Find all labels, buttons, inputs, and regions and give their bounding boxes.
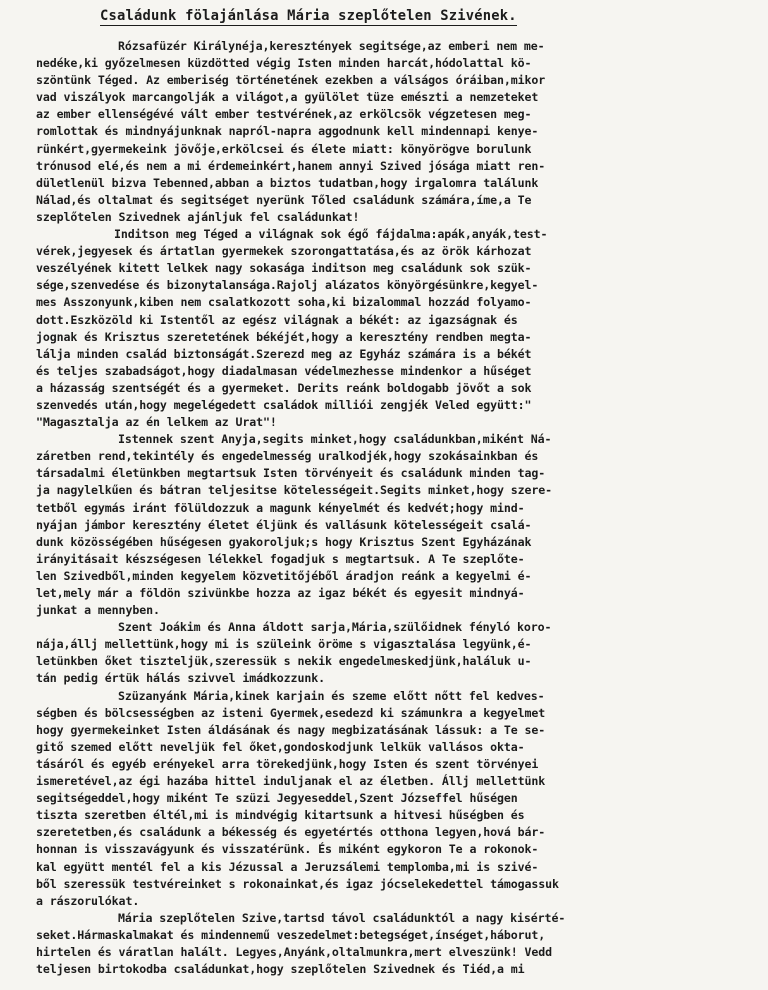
text-line: ből szeressük testvéreinket s rokonainkat,és igaz jócselekedettel támogassuk: [36, 876, 559, 891]
text-line: a házasság szentségét és a gyermeket. Derits reánk boldogabb jövőt a sok: [36, 380, 532, 395]
text-line: lálja minden család biztonságát.Szerezd meg az Egyház számára is a békét: [36, 346, 532, 361]
text-line: nyájan jámbor keresztény életet éljünk és vallásunk kötelességeit csalá-: [36, 517, 532, 532]
text-line: szeretetben,és családunk a békesség és egyetértés otthona legyen,hová bár-: [36, 825, 546, 840]
text-line: honnan is visszavágyunk és visszatérünk. És miként egykoron Te a rokonok-: [36, 842, 539, 857]
text-line: nedéke,ki győzelmesen küzdötted végig Isten minden harcát,hódolattal kö-: [36, 56, 532, 71]
text-line: társadalmi életünkben megtartsuk Isten törvényeit és családunk minden tag-: [36, 466, 546, 481]
text-line: ja nagylelkűen és bátran teljesitse kötelességeit.Segits minket,hogy szere-: [36, 483, 553, 498]
text-line: segitségeddel,hogy miként Te szüzi Jegyeseddel,Szent Józseffel hűségen: [36, 791, 518, 806]
text-line: letünkben őket tiszteljük,szeressük s nekik engedelmeskedjünk,haláluk u-: [36, 654, 532, 669]
text-line: "Magasztalja az én lelkem az Urat"!: [36, 415, 277, 430]
document-title-text: Családunk fölajánlása Mária szeplőtelen Szivének.: [100, 8, 517, 24]
text-line: jognak és Krisztus szeretetének békéjét,hogy a keresztény rendben megta-: [36, 329, 532, 344]
text-line: Szüzanyánk Mária,kinek karjain és szeme előtt nőtt fel kedves-: [118, 688, 545, 703]
text-line: a rászorulókat.: [36, 893, 140, 908]
text-line: az ember ellenségévé vált ember testvérének,az erkölcsök végzetesen meg-: [36, 107, 532, 122]
text-line: Mária szeplőtelen Szive,tartsd távol családunktól a nagy kisérté-: [118, 910, 566, 925]
text-line: dott.Eszközöld ki Istentől az egész világnak a békét: az igazságnak és: [36, 312, 518, 327]
text-line: hogy gyermekeinket Isten áldásának és nagy megbizatásának lássuk: a Te se-: [36, 722, 546, 737]
text-line: rünkért,gyermekeink jövője,erkölcsei és élete miatt: könyörögve borulunk: [36, 141, 532, 156]
text-line: záretben rend,tekintély és engedelmesség uralkodjék,hogy szokásainkban és: [36, 449, 539, 464]
text-line: let,mely már a földön szivünkbe hozza az igaz békét és egyesit mindnyá-: [36, 586, 525, 600]
text-line: gitő szemed előtt neveljük fel őket,gondoskodjunk lelkük vallásos okta-: [36, 739, 525, 754]
text-line: veszélyének kitett lelkek nagy sokasága inditson meg családunk sok szük-: [36, 261, 532, 276]
text-line: junkat a mennyben.: [36, 603, 160, 618]
text-line: dunk közösségében hűségesen gyakoroljuk;s hogy Krisztus Szent Egyházának: [36, 534, 532, 549]
text-line: mes Asszonyunk,kiben nem csalatkozott soha,ki bizalommal hozzád folyamo-: [36, 295, 532, 310]
text-line: Istennek szent Anyja,segits minket,hogy családunkban,miként Ná-: [118, 432, 552, 447]
text-line: romlottak és mindnyájunknak napról-napra aggodnunk kell mindennapi kenye-: [36, 124, 539, 139]
text-line: hirtelen és váratlan halált. Legyes,Anyánk,oltalmunkra,mert elveszünk! Vedd: [36, 944, 553, 959]
text-line: tiszta szeretben éltél,mi is mindvégig kitartsunk a hitvesi hűségben és: [36, 808, 525, 823]
text-line: irányitásait készségesen lélekkel fogadjuk s megtartsuk. A Te szeplőte-: [36, 551, 525, 566]
text-line: Nálad,és oltalmat és segitséget nyerünk Tőled családunk számára,íme,a Te: [36, 192, 532, 207]
text-line: teljesen birtokodba családunkat,hogy szeplőtelen Szivednek és Tiéd,a mi: [36, 962, 525, 977]
text-line: tetből egymás iránt fölüldozzuk a magunk kényelmét és kedvét;hogy mind-: [36, 500, 525, 515]
text-line: tásáról és egyéb erényekel arra törekedjünk,hogy Isten és szent törvényei: [36, 756, 539, 771]
text-line: sége,szenvedése és bizonytalansága.Rajolj alázatos könyörgésünkre,kegyel-: [36, 278, 539, 293]
text-line: és teljes szabadságot,hogy diadalmasan védelmezhesse mindenkor a hűséget: [36, 363, 532, 378]
text-line: tán pedig értük hálás szivvel imádkozzunk.: [36, 671, 325, 686]
text-line: vad viszályok marcangolják a világot,a gyülölet tüze emészti a nemzeteket: [36, 90, 539, 105]
document-title: [100, 8, 738, 24]
text-line: len Szivedből,minden kegyelem közvetitőjéből áradjon reánk a kegyelmi é-: [36, 568, 532, 583]
text-line: szenvedés után,hogy megelégedett családok milliói zengjék Veled együtt:": [36, 397, 532, 412]
text-line: seket.Hármaskalmakat és mindennemű veszedelmet:betegséget,ínséget,háborut,: [36, 927, 546, 942]
text-line: trónusod elé,és nem a mi érdemeinkért,hanem annyi Szived jósága miatt ren-: [36, 158, 546, 173]
text-line: dületlenül bizva Tebenned,abban a biztos tudatban,hogy irgalomra találunk: [36, 175, 539, 190]
document-body: [36, 38, 738, 978]
text-line: kal együtt mentél fel a kis Jézussal a Jeruzsálemi templomba,mi is szivé-: [36, 859, 539, 874]
text-line: nája,állj mellettünk,hogy mi is szüleink öröme s vigasztalása legyünk,é-: [36, 637, 532, 652]
text-line: Rózsafüzér Királynéja,keresztények segitsége,az emberi nem me-: [118, 39, 545, 53]
text-line: vérek,jegyesek és ártatlan gyermekek szorongattatása,és az örök kárhozat: [36, 244, 532, 259]
text-line: ismeretével,az égi hazába hittel induljanak el az életben. Állj mellettünk: [36, 774, 546, 789]
text-line: Szent Joákim és Anna áldott sarja,Mária,szülőidnek fényló koro-: [118, 620, 552, 635]
text-line: szöntünk Téged. Az emberiség történetének ezekben a válságos óráiban,mikor: [36, 73, 546, 88]
text-line: ségben és bölcsességben az isteni Gyermek,esedezd ki számunkra a kegyelmet: [36, 705, 546, 720]
text-line: Inditson meg Téged a világnak sok égő fájdalma:apák,anyák,test-: [114, 227, 548, 242]
text-line: szeplőtelen Szivednek ajánljuk fel családunkat!: [36, 209, 360, 224]
